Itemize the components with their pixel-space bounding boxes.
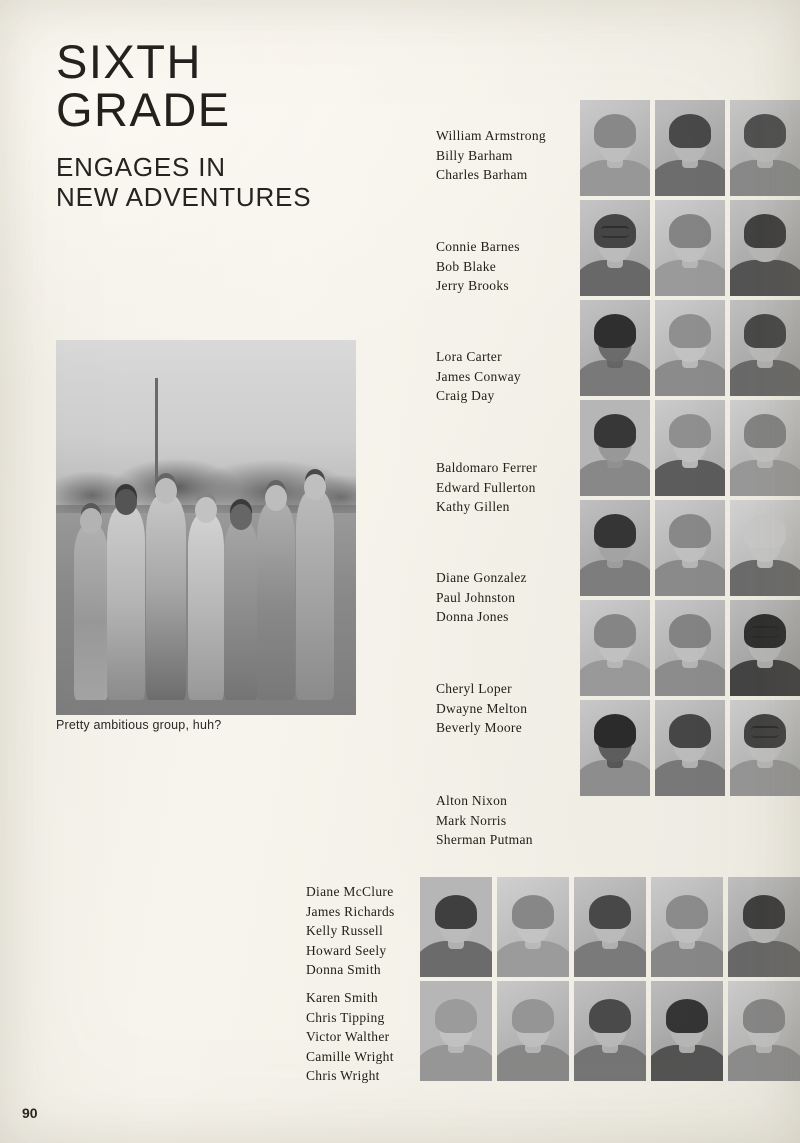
name-list-group-8 (306, 882, 395, 980)
portrait-hair (669, 414, 711, 448)
portrait-hair (594, 714, 636, 748)
portrait-hair (743, 999, 785, 1033)
student-portrait (728, 981, 800, 1081)
student-name: James Conway (436, 368, 521, 384)
photo-child-4 (188, 513, 224, 701)
group-photo (56, 340, 356, 715)
portrait-hair (594, 414, 636, 448)
portrait-glasses (751, 626, 779, 638)
photo-child-head (80, 508, 102, 534)
student-portrait (580, 200, 650, 296)
student-name: Victor Walther (306, 1029, 390, 1044)
photo-child-2 (107, 505, 145, 700)
student-portrait (574, 877, 646, 977)
portrait-hair (594, 514, 636, 548)
photo-child-head (265, 485, 287, 511)
student-name: Billy Barham (436, 147, 513, 163)
photo-child-5 (224, 520, 258, 700)
student-portrait (730, 400, 800, 496)
portrait-row (580, 400, 800, 496)
portrait-hair (669, 314, 711, 348)
photo-child-head (230, 504, 252, 530)
student-name: Donna Smith (306, 962, 381, 977)
student-portrait (655, 300, 725, 396)
name-list-group-5 (436, 568, 527, 627)
photo-child-3 (146, 494, 186, 700)
portrait-hair (744, 414, 786, 448)
headline-line-1: SIXTH (56, 35, 202, 88)
portrait-hair (594, 614, 636, 648)
student-portrait (655, 200, 725, 296)
portrait-row (580, 200, 800, 296)
student-name: Donna Jones (436, 609, 509, 624)
student-portrait (655, 400, 725, 496)
portrait-hair (669, 214, 711, 248)
student-name: Mark Norris (436, 812, 507, 828)
student-portrait (655, 600, 725, 696)
student-name: Lora Carter (436, 349, 502, 364)
portrait-hair (512, 999, 554, 1033)
page-number: 90 (22, 1105, 38, 1121)
student-portrait (497, 877, 569, 977)
student-name: Dwayne Melton (436, 700, 528, 716)
portrait-hair (594, 314, 636, 348)
student-name: Alton Nixon (436, 793, 508, 808)
portrait-hair (669, 514, 711, 548)
student-portrait (651, 981, 723, 1081)
student-name: Chris Wright (306, 1068, 380, 1083)
photo-child-head (304, 474, 326, 500)
student-name: Paul Johnston (436, 589, 516, 605)
student-portrait (580, 600, 650, 696)
student-name: James Richards (306, 903, 395, 919)
student-portrait (730, 100, 800, 196)
portrait-hair (744, 214, 786, 248)
portrait-glasses (601, 226, 629, 238)
student-name: Kelly Russell (306, 923, 384, 938)
student-name: Kathy Gillen (436, 499, 510, 514)
portrait-grid-bottom (420, 877, 800, 1085)
photo-child-7 (296, 490, 334, 700)
name-list-group-2 (436, 237, 520, 296)
portrait-hair (669, 614, 711, 648)
student-name: Camille Wright (306, 1048, 394, 1064)
photo-child-head (195, 497, 217, 523)
photo-child-head (115, 489, 137, 515)
name-list-group-3 (436, 347, 521, 406)
student-portrait (730, 500, 800, 596)
student-portrait (651, 877, 723, 977)
student-name: Edward Fullerton (436, 479, 536, 495)
student-name: Howard Seely (306, 942, 387, 958)
student-portrait (580, 400, 650, 496)
portrait-hair (743, 895, 785, 929)
student-portrait (655, 500, 725, 596)
photo-caption: Pretty ambitious group, huh? (56, 718, 222, 732)
portrait-row (580, 300, 800, 396)
photo-child-head (155, 478, 177, 504)
subhead-line-2: NEW ADVENTURES (56, 182, 312, 212)
student-name: William Armstrong (436, 128, 546, 143)
student-name: Connie Barnes (436, 239, 520, 254)
portrait-hair (744, 114, 786, 148)
portrait-hair (669, 114, 711, 148)
student-portrait (655, 700, 725, 796)
student-name: Chris Tipping (306, 1009, 385, 1025)
portrait-row (580, 100, 800, 196)
name-list-group-4 (436, 458, 537, 517)
portrait-hair (594, 114, 636, 148)
student-name: Charles Barham (436, 167, 528, 182)
student-portrait (420, 877, 492, 977)
student-portrait (574, 981, 646, 1081)
portrait-hair (512, 895, 554, 929)
name-list-group-9 (306, 988, 394, 1086)
name-list-group-1 (436, 126, 546, 185)
student-portrait (580, 500, 650, 596)
photo-child-6 (257, 501, 295, 700)
student-name: Cheryl Loper (436, 681, 512, 696)
student-portrait (730, 200, 800, 296)
student-portrait (730, 300, 800, 396)
student-portrait (730, 700, 800, 796)
portrait-row (580, 600, 800, 696)
student-name: Craig Day (436, 388, 495, 403)
portrait-hair (666, 999, 708, 1033)
student-name: Diane McClure (306, 884, 394, 899)
portrait-row (580, 500, 800, 596)
student-portrait (580, 300, 650, 396)
student-name: Beverly Moore (436, 720, 523, 735)
student-portrait (420, 981, 492, 1081)
portrait-hair (669, 714, 711, 748)
portrait-hair (589, 999, 631, 1033)
headline-line-2: GRADE (56, 83, 231, 136)
photo-child-1 (74, 524, 108, 700)
student-portrait (728, 877, 800, 977)
portrait-hair (435, 895, 477, 929)
student-name: Baldomaro Ferrer (436, 460, 538, 475)
student-name: Jerry Brooks (436, 278, 509, 293)
portrait-hair (744, 514, 786, 548)
subhead-line-1: ENGAGES IN (56, 152, 226, 182)
portrait-hair (435, 999, 477, 1033)
student-name: Sherman Putman (436, 832, 533, 847)
portrait-glasses (751, 726, 779, 738)
student-name: Karen Smith (306, 990, 378, 1005)
student-portrait (730, 600, 800, 696)
name-list-group-6 (436, 679, 527, 738)
name-list-group-7 (436, 791, 533, 850)
portrait-hair (589, 895, 631, 929)
student-portrait (655, 100, 725, 196)
portrait-hair (744, 314, 786, 348)
student-portrait (497, 981, 569, 1081)
student-name: Bob Blake (436, 258, 497, 274)
student-portrait (580, 100, 650, 196)
page-title (56, 35, 476, 212)
portrait-hair (666, 895, 708, 929)
portrait-row (580, 700, 800, 796)
portrait-row (420, 981, 800, 1081)
student-portrait (580, 700, 650, 796)
student-name: Diane Gonzalez (436, 570, 527, 585)
portrait-row (420, 877, 800, 977)
portrait-grid-right (580, 100, 800, 800)
